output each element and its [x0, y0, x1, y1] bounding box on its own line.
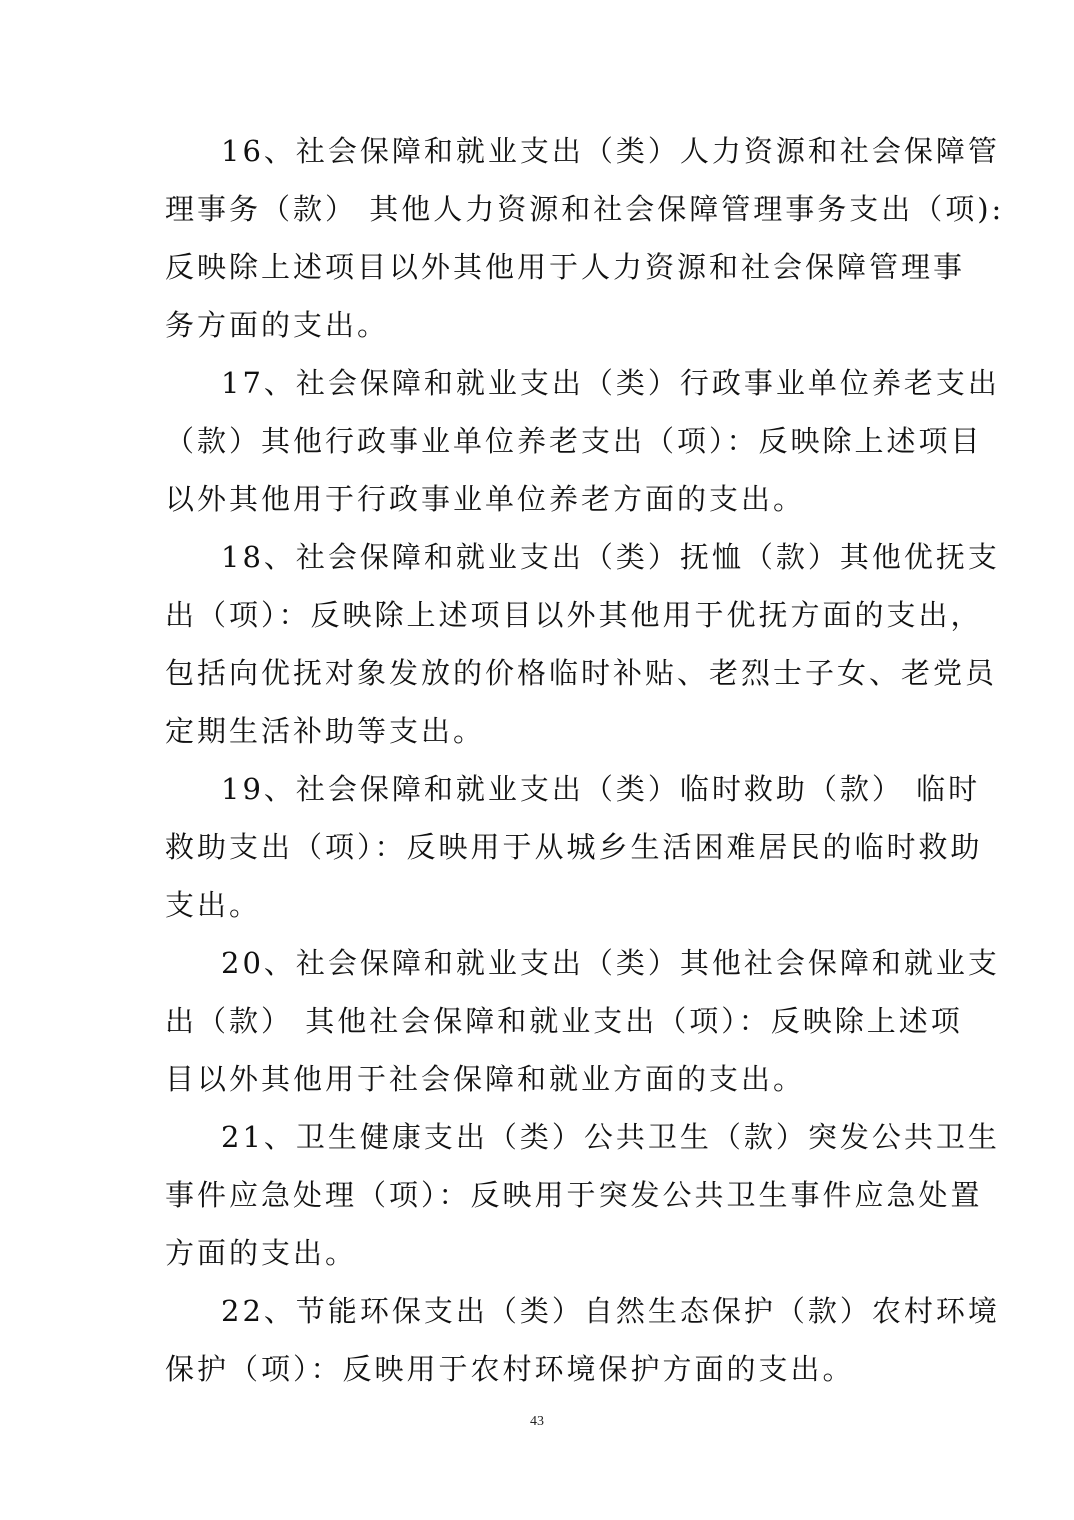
paragraph-20 [165, 934, 1000, 1108]
paragraph-16 [165, 122, 1005, 354]
paragraph-19 [165, 760, 983, 934]
text-line: 19、社会保障和就业支出（类）临时救助（款） 临时 [221, 772, 981, 806]
text-line: 事件应急处理（项）：反映用于突发公共卫生事件应急处置 [165, 1178, 983, 1212]
text-line: 目以外其他用于社会保障和就业方面的支出。 [165, 1062, 806, 1096]
text-line: 定期生活补助等支出。 [165, 714, 486, 748]
paragraph-17 [165, 354, 1000, 528]
text-line: 以外其他用于行政事业单位养老方面的支出。 [165, 482, 806, 516]
text-line: 救助支出（项）：反映用于从城乡生活困难居民的临时救助 [165, 830, 983, 864]
text-line: 18、社会保障和就业支出（类）抚恤（款）其他优抚支 [221, 540, 1000, 574]
paragraph-18 [165, 528, 1000, 760]
text-line: 17、社会保障和就业支出（类）行政事业单位养老支出 [221, 366, 1000, 400]
page-number: 43 [530, 1414, 544, 1429]
text-line: 务方面的支出。 [165, 308, 390, 342]
text-line: 支出。 [165, 888, 262, 922]
text-line: 方面的支出。 [165, 1236, 358, 1270]
text-line: 出（款） 其他社会保障和就业支出（项）：反映除上述项 [165, 1004, 963, 1038]
text-line: 16、社会保障和就业支出（类）人力资源和社会保障管 [221, 134, 1000, 168]
text-line: 出（项）：反映除上述项目以外其他用于优抚方面的支出， [165, 598, 983, 632]
text-line: 22、节能环保支出（类）自然生态保护（款）农村环境 [221, 1294, 1000, 1328]
text-line: 反映除上述项目以外其他用于人力资源和社会保障管理事 [165, 250, 966, 284]
text-line: 保护（项）：反映用于农村环境保护方面的支出。 [165, 1352, 855, 1386]
text-line: 理事务（款） 其他人力资源和社会保障管理事务支出（项): [165, 192, 1005, 226]
text-line: 21、卫生健康支出（类）公共卫生（款）突发公共卫生 [221, 1120, 1000, 1154]
document-body [165, 122, 1005, 1398]
paragraph-21 [165, 1108, 1000, 1282]
text-line: 包括向优抚对象发放的价格临时补贴、老烈士子女、老党员 [165, 656, 998, 690]
paragraph-22 [165, 1282, 1000, 1398]
text-line: （款）其他行政事业单位养老支出（项）：反映除上述项目 [165, 424, 983, 458]
text-line: 20、社会保障和就业支出（类）其他社会保障和就业支 [221, 946, 1000, 980]
